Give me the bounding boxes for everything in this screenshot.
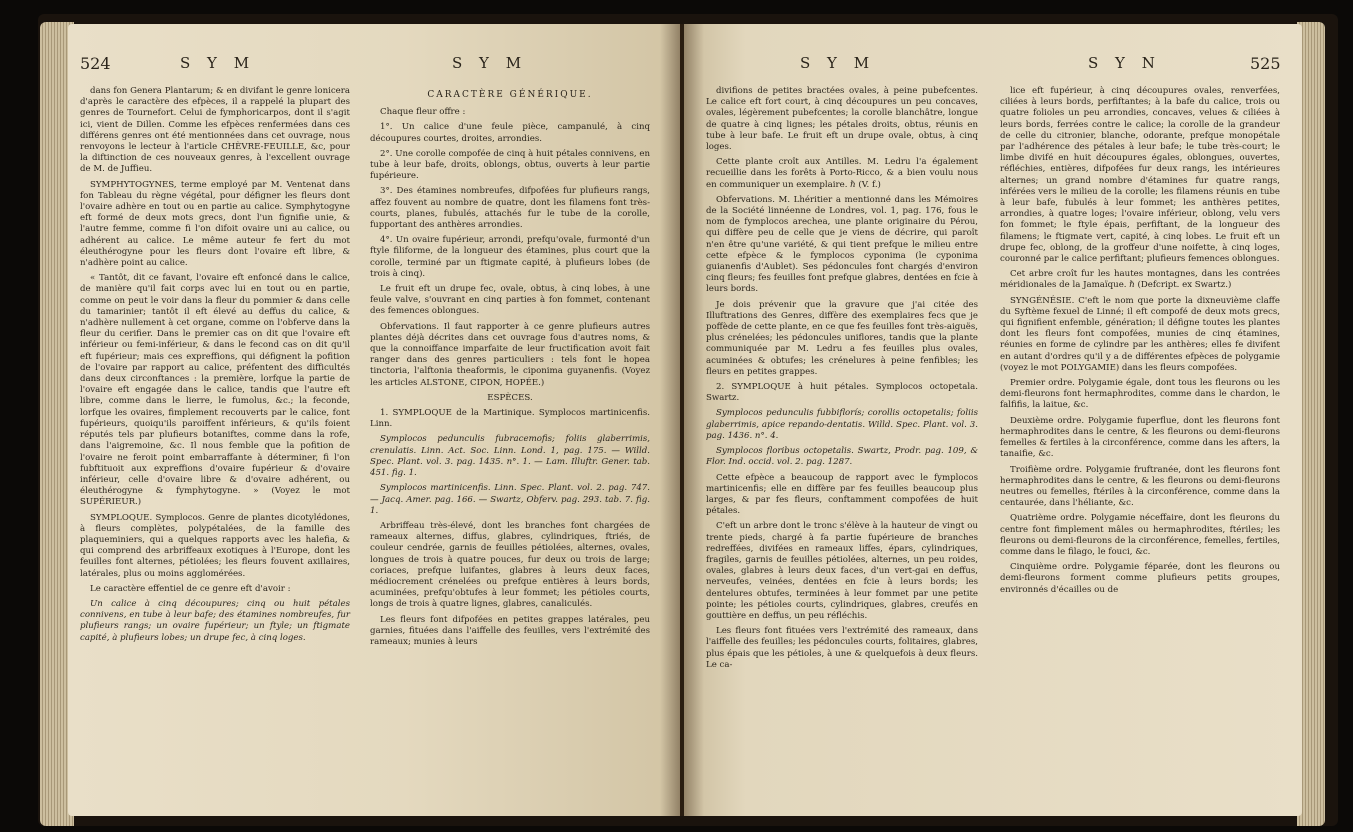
right-page xyxy=(684,24,1302,816)
right-column-2 xyxy=(1000,86,1280,600)
paragraph: Cet arbre croît fur les hautes montagnes, dans les contrées méridionales de la Jamaïque. ℏ (Defcript. ex Swartz.) xyxy=(1000,269,1280,291)
paragraph: Symplocos pedunculis fubbiflorís; corollis octopetalis; foliis glaberrimis, apice repando-dentatis. Willd. Spec. Plant. vol. 3. pag. 1436. n°. 4. xyxy=(706,408,978,441)
paragraph: 3°. Des étamines nombreufes, difpofées fur plufieurs rangs, affez fouvent au nombre de quatre, dont les filamens font très-courts, planes, fubulés, attachés fur le tube de la corolle, fupportant des anthères arrondies. xyxy=(370,186,650,231)
paragraph: Symplocos pedunculis fubracemofis; foliis glaberrimis, crenulatis. Linn. Act. Soc. Linn. Lond. 1, pag. 175. — Willd. Spec. Plant. vol. 3. pag. 1435. n°. 1. — Lam. Illuftr. Gener. tab. 451. fig. 1. xyxy=(370,434,650,479)
paragraph: Je dois prévenir que la gravure que j'ai citée des Illuftrations des Genres, diffère des exemplaires fecs que je poffède de cette plante, en ce que fes feuilles font très-aiguës, plus crénelées; les pédoncules uniflores, tandis que la plante communiquée par M. Ledru a fes feuilles plus ovales, acuminées & obtufes; les crénelures à peine fenfibles; les fleurs en petites grappes. xyxy=(706,299,978,377)
left-column-2 xyxy=(370,86,650,652)
paragraph: Quatrième ordre. Polygamie néceffaire, dont les fleurons du centre font fimplement mâles ou hermaphrodites, ftériles; les fleurons ou demi-fleurons de la circonférence, femelles, fertiles, comme dans le filago, le fouci, &c. xyxy=(1000,513,1280,557)
paragraph: Cette efpèce a beaucoup de rapport avec le fymplocos martinicenfis; elle en diffère par fes feuilles beaucoup plus larges, & par fes fleurs, conftamment compofées de huit pétales. xyxy=(706,472,978,517)
paragraph: 4°. Un ovaire fupérieur, arrondi, prefqu'ovale, furmonté d'un ftyle filiforme, de la longueur des étamines, plus court que la corolle, terminé par un ftigmate capité, à plufieurs lobes (de trois à cinq). xyxy=(370,235,650,279)
paragraph: Chaque fleur offre : xyxy=(380,107,466,118)
left-page-number: 524 xyxy=(80,54,111,73)
left-page xyxy=(68,24,680,816)
paragraph: SYNGÉNÉSIE. C'eft le nom que porte la dixneuvième claffe du Syftème fexuel de Linné; il eft compofé de deux mots grecs, qui fignifient enfemble, génération; il défigne toutes les plantes dont les fleurs font compofées, munies de cinq étamines, réunies en forme de cylindre par les anthères; elles fe divifent en autant d'ordres qu'il y a de différentes efpèces de polygamie (voyez le mot POLYGAMIE) dans les fleurs compofées. xyxy=(1000,295,1280,373)
paragraph: lice eft fupérieur, à cinq découpures ovales, renverfées, ciliées à leurs bords, perfiftantes; à la bafe du calice, trois ou quatre folioles un peu arrondies, concaves, velues & ciliées à leurs bords, ferrées contre le calice; la corolle de la grandeur de celle du citronier, blanche, odorante, prefque monopétale par l'adhérence des pétales à leur bafe; le tube très-court; le limbe divifé en huit découpures égales, oblongues, ouvertes, réfléchies, entières, difpofées fur deux rangs, les intérieures alternes; un grand nombre d'étamines fur quatre rangs, inférées vers le milieu de la corolle; les filamens réunis en tube à leur bafe, fubulés à leur fommet; les anthères petites, arrondies, à quatre loges; l'ovaire inférieur, oblong, velu vers fon fommet; le ftyle épais, perfiftant, de la longueur des filamens; le ftigmate vert, capité, à cinq lobes. Le fruit eft un drupe fec, oblong, de la groffeur d'une noifette, à cinq loges, couronné par le calice perfiftant; plufieurs femences oblongues. xyxy=(1000,86,1280,265)
paragraph: Le caractère effentiel de ce genre eft d'avoir : xyxy=(90,583,291,594)
paragraph: Premier ordre. Polygamie égale, dont tous les fleurons ou les demi-fleurons font hermaphrodites, comme dans le chardon, le falfifis, la laitue, &c. xyxy=(1000,378,1280,411)
paragraph: Le fruit eft un drupe fec, ovale, obtus, à cinq lobes, à une feule valve, s'ouvrant en cinq parties à fon fommet, contenant des femences oblongues. xyxy=(370,284,650,317)
left-running-head-1: S Y M xyxy=(180,54,256,72)
paragraph: Cinquième ordre. Polygamie féparée, dont les fleurons ou demi-fleurons forment comme plufieurs petits groupes, environnés d'écailles ou de xyxy=(1000,562,1280,595)
right-running-head-1: S Y M xyxy=(800,54,876,72)
paragraph: 1°. Un calice d'une feule pièce, campanulé, à cinq découpures courtes, droites, arrondies. xyxy=(370,122,650,144)
paragraph: Les fleurs font fituées vers l'extrémité des rameaux, dans l'aiffelle des feuilles; les pédoncules courts, folitaires, glabres, plus épais que les pétioles, à une & quelquefois à deux fleurs. Le ca- xyxy=(706,626,978,670)
paragraph: SYMPHYTOGYNES, terme employé par M. Ventenat dans fon Tableau du règne végétal, pour défigner les fleurs dont l'ovaire adhère en tout ou en partie au calice. Symphytogyne eft formé de deux mots grecs, dont l'un fignifie unie, & l'autre femme, comme fi l'on difoit ovaire uni au calice, ou adhérent au calice. Le même auteur fe fert du mot éleuthérogyne pour les fleurs dont l'ovaire eft libre, & n'adhère point au calice. xyxy=(80,179,350,269)
paragraph: « Tantôt, dit ce favant, l'ovaire eft enfoncé dans le calice, de manière qu'il fait corps avec lui en tout ou en partie, comme on peut le voir dans la fleur du pommier & dans celle du tamarinier; tantôt il eft élevé au deffus du calice, & n'adhère nullement à cet organe, comme on l'obferve dans la fleur du cerifier. Dans le premier cas on dit que l'ovaire eft inférieur ou femi-inférieur, & dans le fecond cas on dit qu'il eft fupérieur; mais ces expreffions, qui défignent la pofition de l'ovaire par rapport au calice, préfentent des difficultés dans deux circonftances : la première, lorfque la partie de l'ovaire eft engagée dans le calice, tandis que l'autre eft libre, comme dans le lierre, le fumolus, &c.; la feconde, lorfque les ovaires, fimplement recouverts par le calice, font fupérieurs, quoiqu'ils paroiffent inférieurs, & qu'ils foient réputés tels par plufieurs botaniftes, comme dans la rofe, dans l'aigremoine, &c. Il nous femble que la pofition de l'ovaire ne feroit point embarraffante à déterminer, fi l'on fubftituoit aux expreffions d'ovaire fupérieur & d'ovaire inférieur, celle d'ovaire libre & d'ovaire adhérent, ou éleuthérogyne & fymphytogyne. » (Voyez le mot SUPÉRIEUR.) xyxy=(80,273,350,508)
paragraph: Cette plante croît aux Antilles. M. Ledru l'a également recueillie dans les forêts à Porto-Ricco, & a bien voulu nous en communiquer un exemplaire. ℏ (V. f.) xyxy=(706,157,978,190)
paragraph: divifions de petites bractées ovales, à peine pubefcentes. Le calice eft fort court, à cinq découpures un peu concaves, ovales, légèrement pubefcentes; la corolle blanchâtre, longue de quatre à cinq lignes; les pétales droits, obtus, réunis en tube à leur bafe. Le fruit eft un drupe ovale, obtus, à cinq loges. xyxy=(706,86,978,153)
paragraph: Les fleurs font difpofées en petites grappes latérales, peu garnies, fituées dans l'aiffelle des feuilles, vers l'extrémité des rameaux; munies à leurs xyxy=(370,614,650,647)
paragraph: Obfervations. M. Lhéritier a mentionné dans les Mémoires de la Société linnéenne de Londres, vol. 1, pag. 176, fous le nom de fymplocos arechea, une plante originaire du Pérou, qui diffère peu de celle que je viens de décrire, qui paroît n'en être qu'une variété, & qui tient prefque le milieu entre cette efpèce & le fymplocos cyponima (le cyponima guianenfis d'Aublet). Ses pédoncules font chargés d'environ cinq fleurs; fes feuilles font prefque glabres, dentées en fcie à leurs bords. xyxy=(706,194,978,295)
paragraph: SYMPLOQUE. Symplocos. Genre de plantes dicotylédones, à fleurs complètes, polypétalées, de la famille des plaqueminiers, qui a quelques rapports avec les halefia, & qui comprend des arbriffeaux exotiques à l'Europe, dont les feuilles font alternes, pétiolées; les fleurs fouvent axillaires, latérales, plus ou moins agglomérées. xyxy=(80,512,350,579)
paragraph: Obfervations. Il faut rapporter à ce genre plufieurs autres plantes déjà décrites dans cet ouvrage fous d'autres noms, & que la connoiffance imparfaite de leur fructification avoit fait ranger dans des genres particuliers : tels font le hopea tinctoria, l'alftonia theaformis, le ciponima guyanenfis. (Voyez les articles ALSTONE, CIPON, HOPÉE.) xyxy=(370,321,650,388)
section-heading: CARACTÈRE GÉNÉRIQUE. xyxy=(427,90,593,100)
paragraph: 2. SYMPLOQUE à huit pétales. Symplocos octopetala. Swartz. xyxy=(706,382,978,404)
paragraph: Deuxième ordre. Polygamie fuperflue, dont les fleurons font hermaphrodites dans le centre, & les fleurons ou demi-fleurons femelles & fertiles à la circonférence, comme dans les afters, la tanaifie, &c. xyxy=(1000,415,1280,460)
paragraph: Troifième ordre. Polygamie fruftranée, dont les fleurons font hermaphrodites dans le centre, & les fleurons ou demi-fleurons neutres ou femelles, ftériles à la circonférence, comme dans la centaurée, dans l'héliante, &c. xyxy=(1000,464,1280,509)
section-heading: ESPÈCES. xyxy=(487,392,533,403)
paragraph: Arbriffeau très-élevé, dont les branches font chargées de rameaux alternes, diffus, glabres, cylindriques, ftriés, de couleur cendrée, garnis de feuilles pétiolées, alternes, ovales, longues de trois à quatre pouces, fur deux ou trois de large; coriaces, prefque luifantes, glabres à leurs deux faces, médiocrement crénelées ou prefque entières à leurs bords, acuminées, prefqu'obtufes à leur fommet; les pétioles courts, longs de trois à quatre lignes, glabres, canaliculés. xyxy=(370,520,650,610)
paragraph: dans fon Genera Plantarum; & en divifant le genre lonicera d'après le caractère des efpèces, il a rappelé la plupart des genres de Tournefort. Celui de fymphoricarpos, dont il s'agit ici, vient de Dillen. Comme les efpèces renfermées dans ces différens genres ont été mentionnées dans cet ouvrage, nous renvoyons le lecteur à l'article CHÈVRE-FEUILLE, &c, pour la diftinction de ces nouveaux genres, à l'excellent ouvrage de M. de Juffieu. xyxy=(80,86,350,175)
left-running-head-2: S Y M xyxy=(452,54,528,72)
right-running-head-2: S Y N xyxy=(1088,54,1161,72)
left-column-1 xyxy=(80,86,350,648)
paragraph: C'eft un arbre dont le tronc s'élève à la hauteur de vingt ou trente pieds, chargé à fa partie fupérieure de branches redreffées, divifées en rameaux liffes, épars, cylindriques, fragiles, garnis de feuilles pétiolées, alternes, un peu roides, ovales, glabres à leurs deux faces, d'un vert-gai en deffus, nerveufes, veinées, dentées en fcie à leurs bords; les dentelures obtufes, terminées à leur fommet par une petite pointe; les pétioles courts, cylindriques, glabres, creufés en gouttière en deffus, un peu réfléchis. xyxy=(706,521,978,621)
paragraph: Symplocos floribus octopetalis. Swartz, Prodr. pag. 109, & Flor. Ind. occid. vol. 2. pag. 1287. xyxy=(706,446,978,468)
paragraph: Symplocos martinicenfis. Linn. Spec. Plant. vol. 2. pag. 747. — Jacq. Amer. pag. 166. — Swartz, Obferv. pag. 293. tab. 7. fig. 1. xyxy=(370,483,650,516)
right-page-number: 525 xyxy=(1250,54,1281,73)
paragraph: Un calice à cinq découpures; cinq ou huit pétales connivens, en tube à leur bafe; des étamines nombreufes, fur plufieurs rangs; un ovaire fupérieur; un ftyle; un ftigmate capité, à plufieurs lobes; un drupe fec, à cinq loges. xyxy=(80,598,350,643)
paragraph: 2°. Une corolle compofée de cinq à huit pétales connivens, en tube à leur bafe, droits, oblongs, obtus, ouverts à leur partie fupérieure. xyxy=(370,148,650,182)
right-column-1 xyxy=(706,86,978,675)
paragraph: 1. SYMPLOQUE de la Martinique. Symplocos martinicenfis. Linn. xyxy=(370,408,650,430)
